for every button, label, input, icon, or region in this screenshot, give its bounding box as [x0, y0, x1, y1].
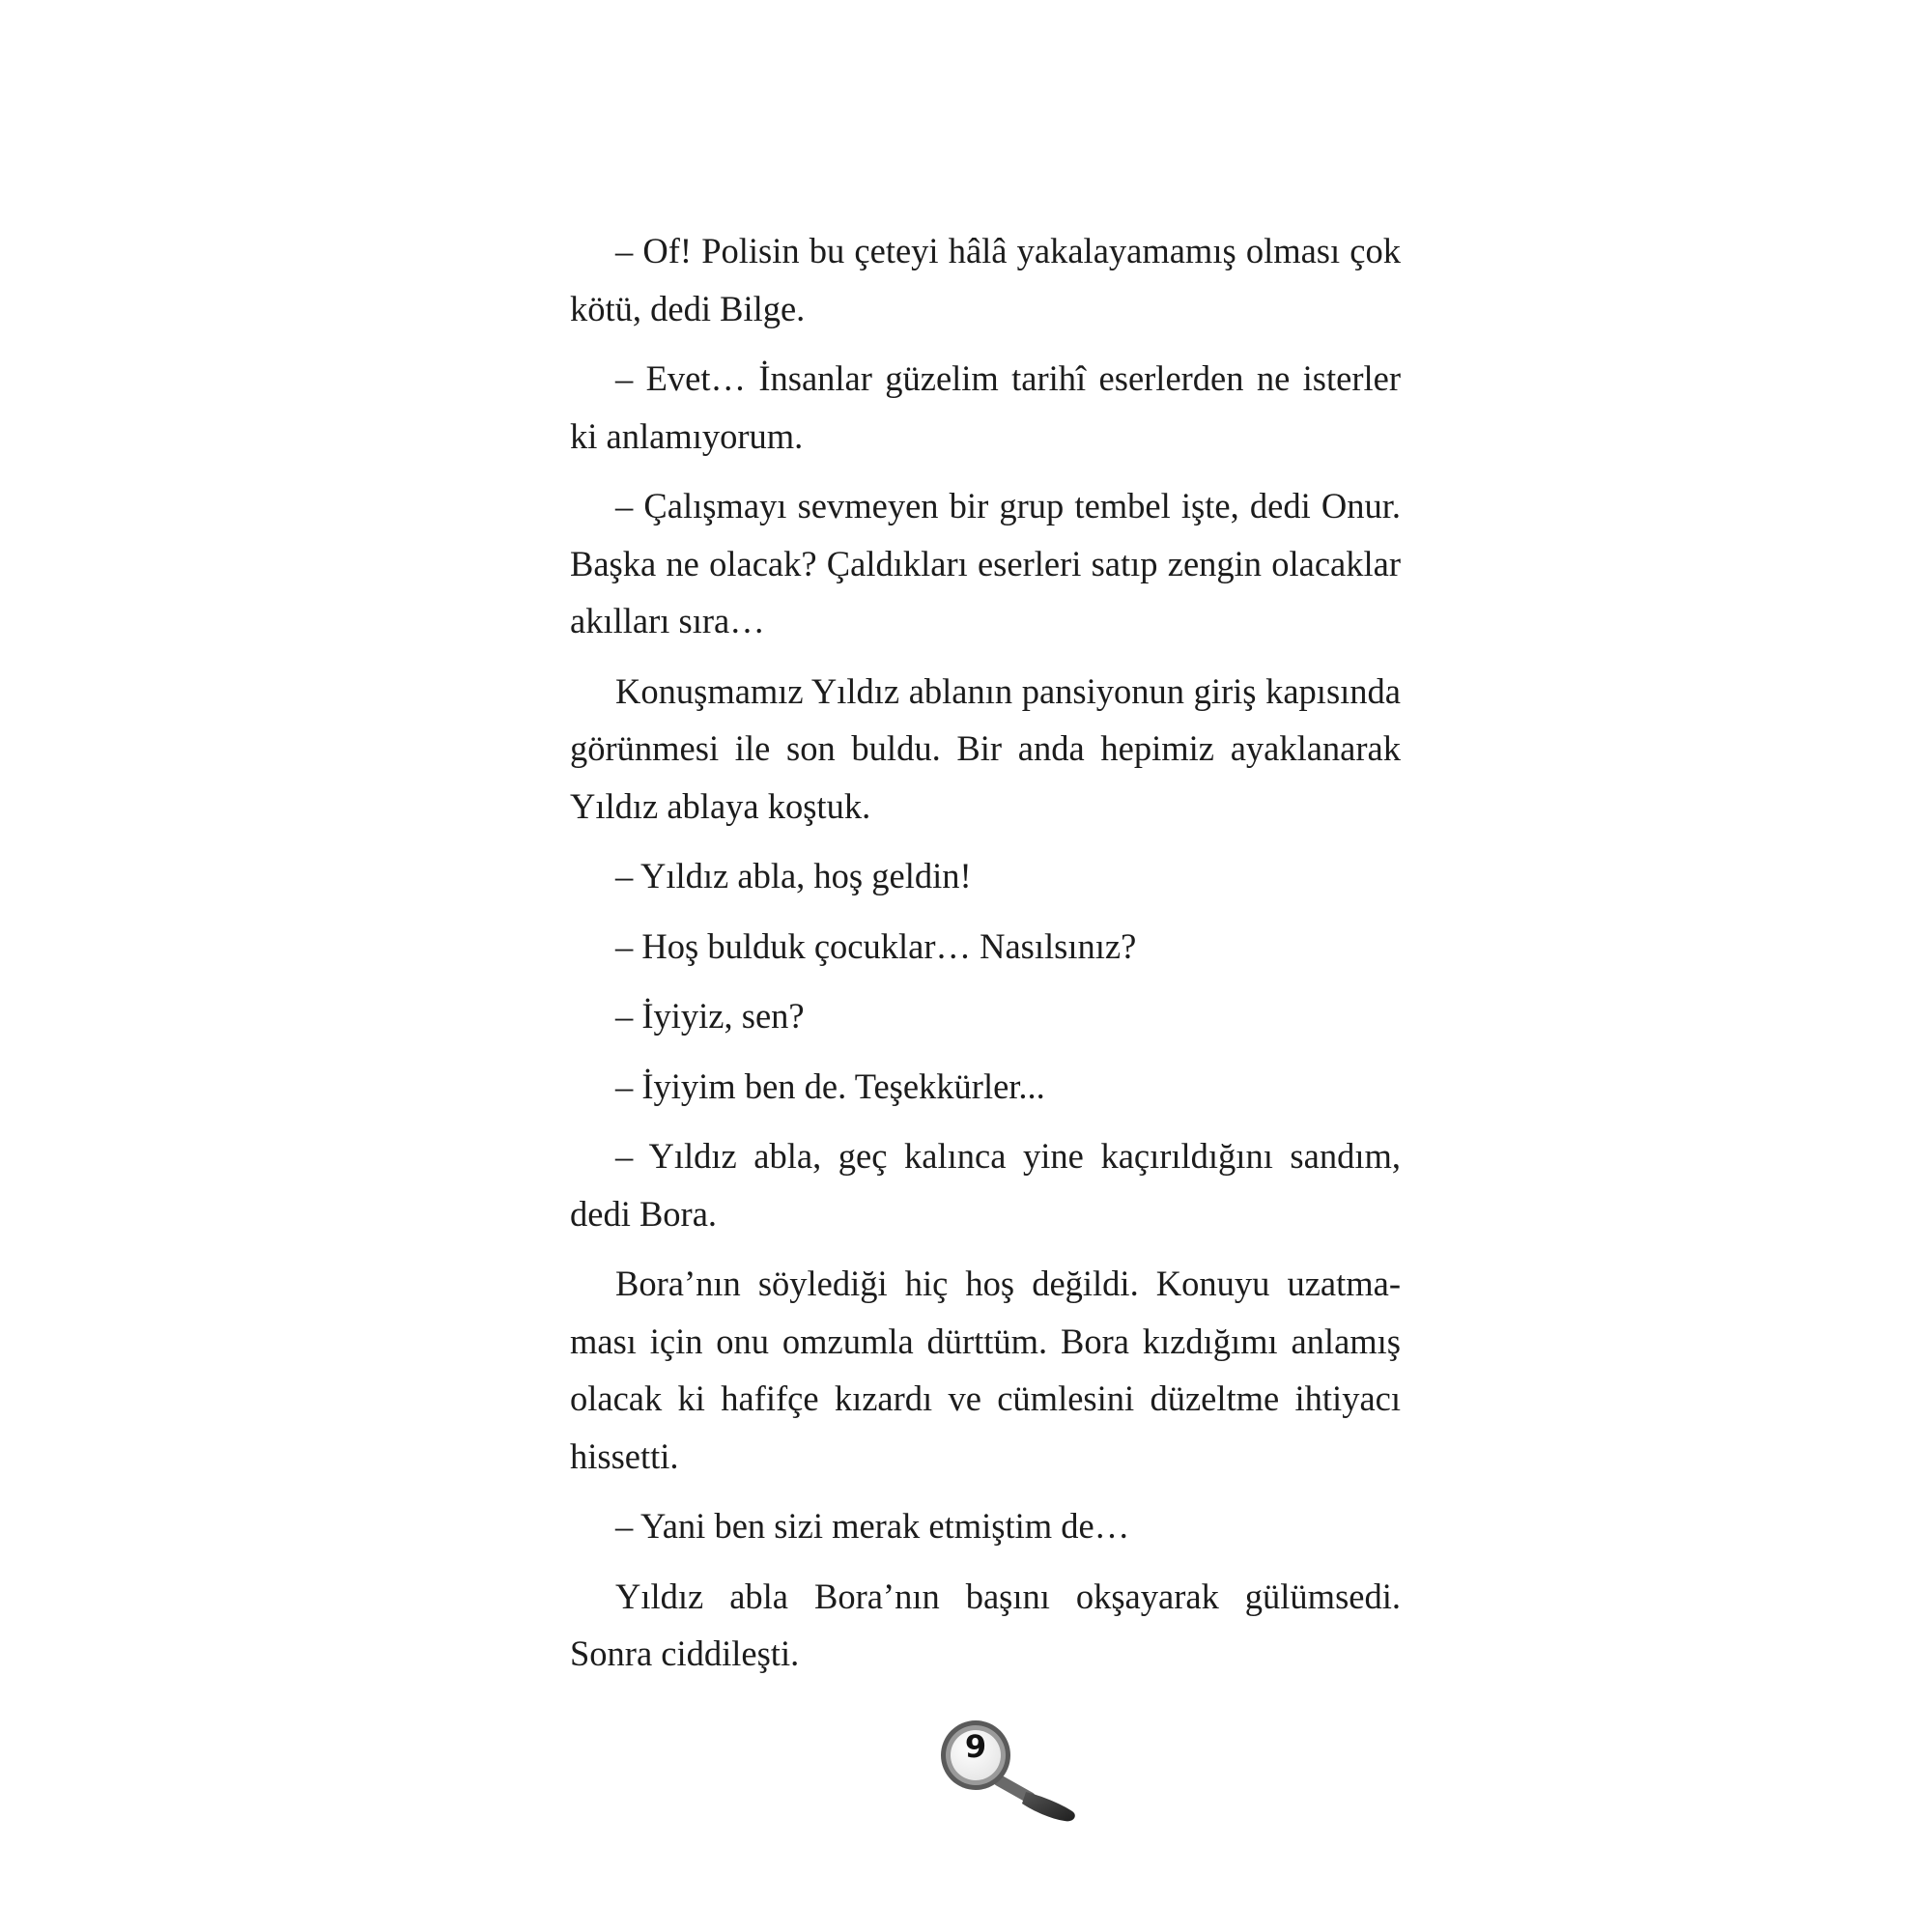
paragraph: – Hoş bulduk çocuklar… Nasılsınız? [615, 925, 1137, 966]
paragraph: – Yani ben sizi merak etmiştim de… [615, 1506, 1130, 1546]
paragraph: Bora’nın söylediği hiç hoş değildi. Konuyu uzatmaması için onu omzumla dürttüm. Bora kızdığımı anlamış olacak ki hafifçe kızardı ve cümlesini düzeltme ihtiyacı hissetti. [570, 1264, 1401, 1476]
page-number-badge [937, 1715, 1111, 1831]
page-body [570, 222, 1401, 1695]
paragraph: – Çalışmayı sevmeyen bir grup tembel işte, dedi Onur. Başka ne olacak? Çaldıkları eserleri satıp zengin olacaklar akılları sıra… [570, 486, 1401, 640]
paragraph: – Yıldız abla, geç kalınca yine kaçırıldığını sandım, dedi Bora. [570, 1136, 1401, 1234]
page-number: 9 [964, 1728, 987, 1765]
paragraph: – İyiyiz, sen? [615, 996, 805, 1036]
paragraph: Yıldız abla Bora’nın başını okşayarak gülümsedi. Sonra ciddileşti. [570, 1576, 1401, 1673]
paragraph: – Of! Polisin bu çeteyi hâlâ yakalayamamış olması çok kötü, dedi Bilge. [570, 231, 1401, 328]
paragraph: – İyiyim ben de. Teşekkürler... [615, 1065, 1045, 1106]
paragraph: – Evet… İnsanlar güzelim tarihî eserlerden ne isterler ki anlamıyorum. [570, 358, 1401, 456]
paragraph: Konuşmamız Yıldız ablanın pansiyonun giriş kapısında görünmesi ile son buldu. Bir anda hepimiz ayaklanarak Yıldız ablaya koştuk. [570, 670, 1401, 826]
paragraph: – Yıldız abla, hoş geldin! [615, 856, 972, 895]
